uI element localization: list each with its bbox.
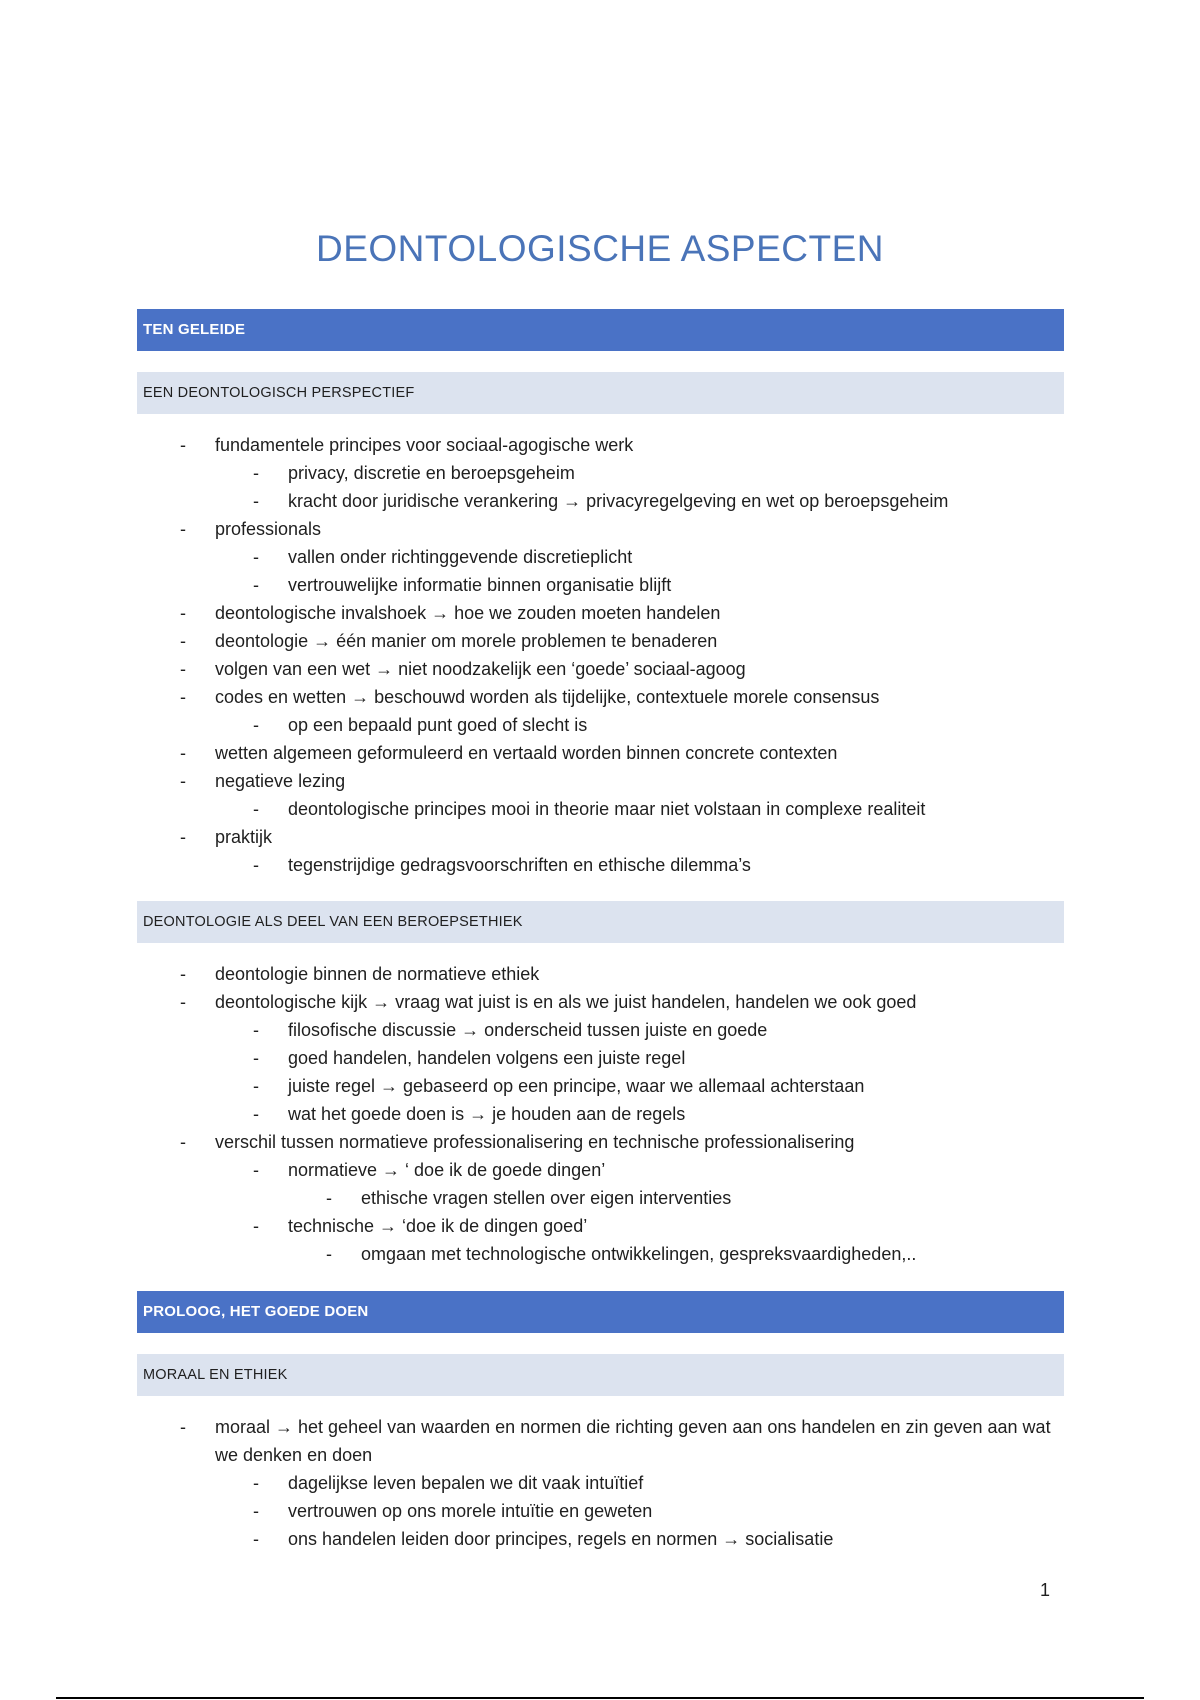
list-item-text: deontologische invalshoek → hoe we zouden moeten handelen [215,603,721,623]
bullet-dash: - [253,1076,259,1096]
bullet-dash: - [253,547,259,567]
list-item-text: normatieve → ‘ doe ik de goede dingen’ [288,1160,606,1180]
list-item [0,1128,1200,1156]
subsection-heading-deontologisch-perspectief: EEN DEONTOLOGISCH PERSPECTIEF [137,372,1064,414]
list-item [0,1469,1200,1497]
bullet-dash: - [326,1244,332,1264]
bullet-dash: - [180,827,186,847]
bullet-dash: - [253,575,259,595]
list-item [0,767,1200,795]
bullet-dash: - [180,1132,186,1152]
list-item-text: goed handelen, handelen volgens een juiste regel [288,1048,686,1068]
list-item-text: ons handelen leiden door principes, regels en normen → socialisatie [288,1529,834,1549]
list-item-text: vertrouwelijke informatie binnen organisatie blijft [288,575,672,595]
list-item-text: juiste regel → gebaseerd op een principe, waar we allemaal achterstaan [288,1076,865,1096]
list-item-text: deontologische kijk → vraag wat juist is en als we juist handelen, handelen we ook goed [215,992,917,1012]
list-item [0,1072,1200,1100]
list-item-text: kracht door juridische verankering → privacyregelgeving en wet op beroepsgeheim [288,491,949,511]
list-item [0,1044,1200,1072]
list-item [0,1016,1200,1044]
bullet-dash: - [180,603,186,623]
list-item [0,599,1200,627]
bullet-dash: - [180,659,186,679]
list-item-text: deontologische principes mooi in theorie maar niet volstaan in complexe realiteit [288,799,926,819]
list-item [0,795,1200,823]
bullet-dash: - [180,964,186,984]
bullet-dash: - [253,855,259,875]
bullet-dash: - [180,519,186,539]
bullet-dash: - [253,463,259,483]
list-item-text: praktijk [215,827,273,847]
list-item-text: deontologie binnen de normatieve ethiek [215,964,540,984]
list-item-text: technische → ‘doe ik de dingen goed’ [288,1216,588,1236]
list-item [0,1156,1200,1184]
list-item [0,655,1200,683]
list-item [0,543,1200,571]
bullet-list-deontologisch-perspectief [0,431,1200,879]
list-item-text: tegenstrijdige gedragsvoorschriften en ethische dilemma’s [288,855,751,875]
bullet-list-moraal-en-ethiek [0,1413,1200,1553]
list-item-text: deontologie → één manier om morele problemen te benaderen [215,631,718,651]
list-item [0,627,1200,655]
bullet-dash: - [253,1020,259,1040]
list-item-text: wetten algemeen geformuleerd en vertaald worden binnen concrete contexten [215,743,838,763]
list-item [0,823,1200,851]
bullet-dash: - [253,715,259,735]
list-item [0,1184,1200,1212]
list-item-text: omgaan met technologische ontwikkelingen, gespreksvaardigheden,.. [361,1244,917,1264]
subsection-heading-moraal-en-ethiek: MORAAL EN ETHIEK [137,1354,1064,1396]
section-heading-ten-geleide: TEN GELEIDE [137,309,1064,351]
bullet-dash: - [180,631,186,651]
bullet-dash: - [253,1216,259,1236]
list-item-text: privacy, discretie en beroepsgeheim [288,463,575,483]
list-item-text: filosofische discussie → onderscheid tussen juiste en goede [288,1020,768,1040]
list-item [0,988,1200,1016]
bullet-dash: - [253,1529,259,1549]
bullet-dash: - [253,1473,259,1493]
list-item [0,515,1200,543]
bullet-dash: - [326,1188,332,1208]
list-item [0,1413,1200,1469]
list-item [0,459,1200,487]
list-item-text: fundamentele principes voor sociaal-agogische werk [215,435,634,455]
bullet-dash: - [180,743,186,763]
bullet-dash: - [253,1104,259,1124]
list-item-text: dagelijkse leven bepalen we dit vaak intuïtief [288,1473,644,1493]
list-item-text: volgen van een wet → niet noodzakelijk een ‘goede’ sociaal-agoog [215,659,746,679]
list-item [0,711,1200,739]
bullet-dash: - [253,1501,259,1521]
list-item [0,683,1200,711]
page-bottom-divider [56,1697,1144,1699]
list-item [0,1240,1200,1268]
bullet-dash: - [253,1160,259,1180]
bullet-dash: - [180,435,186,455]
bullet-dash: - [253,1048,259,1068]
list-item-text: vertrouwen op ons morele intuïtie en geweten [288,1501,653,1521]
bullet-dash: - [253,799,259,819]
bullet-dash: - [180,992,186,1012]
bullet-dash: - [180,771,186,791]
list-item-text: op een bepaald punt goed of slecht is [288,715,588,735]
bullet-list-deontologie-beroepsethiek [0,960,1200,1268]
section-heading-proloog: PROLOOG, HET GOEDE DOEN [137,1291,1064,1333]
list-item [0,487,1200,515]
list-item-text: moraal → het geheel van waarden en normen die richting geven aan ons handelen en zin geven aan wat we denken en doen [215,1417,1051,1465]
list-item [0,1497,1200,1525]
bullet-dash: - [180,687,186,707]
list-item [0,739,1200,767]
list-item-text: ethische vragen stellen over eigen interventies [361,1188,732,1208]
list-item-text: professionals [215,519,322,539]
list-item-text: codes en wetten → beschouwd worden als tijdelijke, contextuele morele consensus [215,687,880,707]
subsection-heading-deontologie-beroepsethiek: DEONTOLOGIE ALS DEEL VAN EEN BEROEPSETHIEK [137,901,1064,943]
list-item [0,851,1200,879]
list-item [0,1100,1200,1128]
bullet-dash: - [180,1417,186,1437]
list-item [0,960,1200,988]
list-item [0,571,1200,599]
list-item-text: verschil tussen normatieve professionalisering en technische professionalisering [215,1132,855,1152]
page-title: DEONTOLOGISCHE ASPECTEN [316,228,884,269]
page-number: 1 [1040,1580,1051,1600]
bullet-dash: - [253,491,259,511]
list-item [0,1525,1200,1553]
list-item [0,1212,1200,1240]
list-item-text: vallen onder richtinggevende discretieplicht [288,547,633,567]
list-item-text: negatieve lezing [215,771,346,791]
list-item-text: wat het goede doen is → je houden aan de regels [288,1104,686,1124]
list-item [0,431,1200,459]
